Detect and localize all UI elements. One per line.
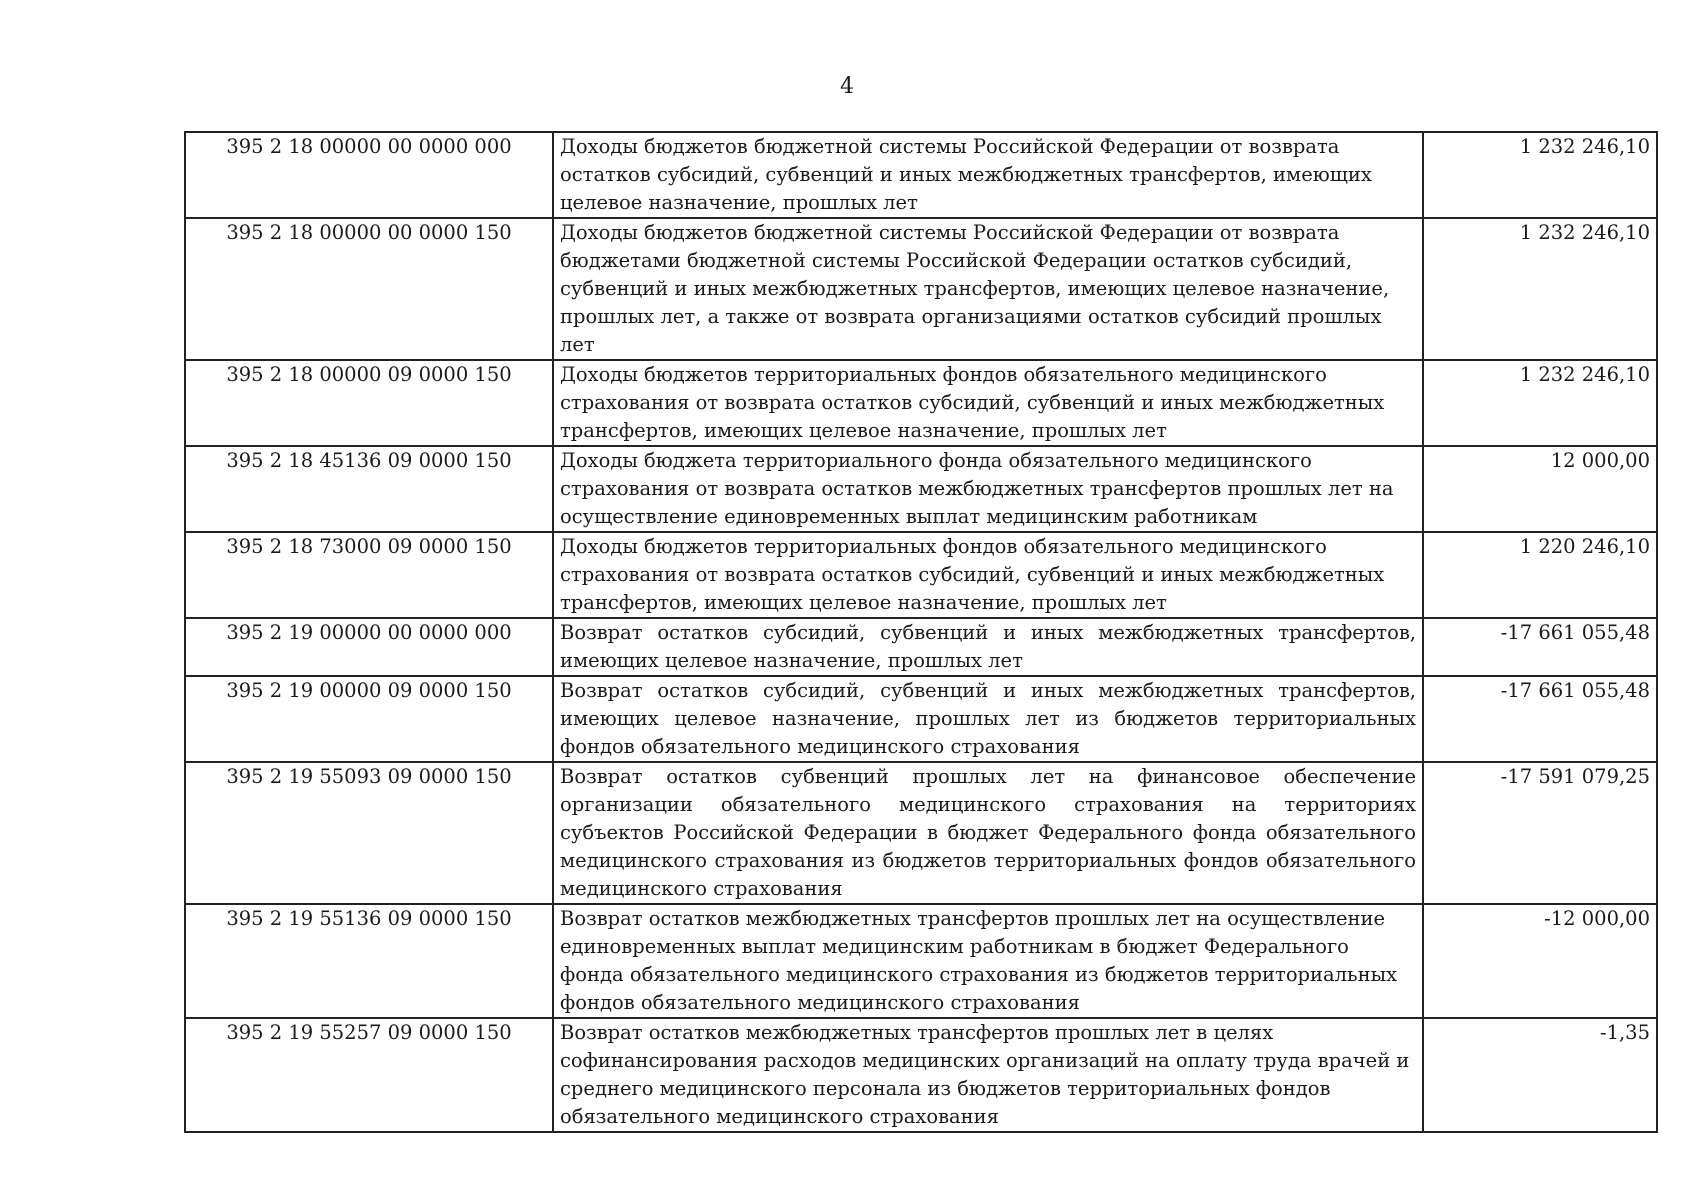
table-row <box>185 676 1657 762</box>
table-row <box>185 762 1657 904</box>
table-row <box>185 132 1657 218</box>
budget-description: Возврат остатков субсидий, субвенций и иных межбюджетных трансфертов, имеющих целевое назначение, прошлых лет из бюджетов территориальных фондов обязательного медицинского страхования <box>553 676 1423 762</box>
budget-code: 395 2 18 45136 09 0000 150 <box>185 446 553 532</box>
budget-amount: -17 661 055,48 <box>1423 618 1657 676</box>
budget-description: Доходы бюджетов территориальных фондов обязательного медицинского страхования от возврата остатков субсидий, субвенций и иных межбюджетных трансфертов, имеющих целевое назначение, прошлых лет <box>553 532 1423 618</box>
budget-description: Возврат остатков межбюджетных трансфертов прошлых лет в целях софинансирования расходов медицинских организаций на оплату труда врачей и среднего медицинского персонала из бюджетов территориальных фондов обязательного медицинского страхования <box>553 1018 1423 1132</box>
budget-code: 395 2 19 55257 09 0000 150 <box>185 1018 553 1132</box>
budget-code: 395 2 18 00000 00 0000 150 <box>185 218 553 360</box>
budget-code: 395 2 18 00000 00 0000 000 <box>185 132 553 218</box>
budget-description: Доходы бюджетов бюджетной системы Российской Федерации от возврата бюджетами бюджетной системы Российской Федерации остатков субсидий, субвенций и иных межбюджетных трансфертов, имеющих целевое назначение, прошлых лет, а также от возврата организациями остатков субсидий прошлых лет <box>553 218 1423 360</box>
budget-code: 395 2 19 00000 00 0000 000 <box>185 618 553 676</box>
budget-description: Доходы бюджетов территориальных фондов обязательного медицинского страхования от возврата остатков субсидий, субвенций и иных межбюджетных трансфертов, имеющих целевое назначение, прошлых лет <box>553 360 1423 446</box>
budget-code: 395 2 19 00000 09 0000 150 <box>185 676 553 762</box>
budget-description: Возврат остатков субвенций прошлых лет на финансовое обеспечение организации обязательного медицинского страхования на территориях субъектов Российской Федерации в бюджет Федерального фонда обязательного медицинского страхования из бюджетов территориальных фондов обязательного медицинского страхования <box>553 762 1423 904</box>
budget-description: Возврат остатков межбюджетных трансфертов прошлых лет на осуществление единовременных выплат медицинским работникам в бюджет Федерального фонда обязательного медицинского страхования из бюджетов территориальных фондов обязательного медицинского страхования <box>553 904 1423 1018</box>
budget-amount: 1 220 246,10 <box>1423 532 1657 618</box>
budget-amount: 12 000,00 <box>1423 446 1657 532</box>
budget-amount: -17 591 079,25 <box>1423 762 1657 904</box>
table-row <box>185 1018 1657 1132</box>
budget-code: 395 2 19 55093 09 0000 150 <box>185 762 553 904</box>
table-row <box>185 904 1657 1018</box>
budget-description: Возврат остатков субсидий, субвенций и иных межбюджетных трансфертов, имеющих целевое назначение, прошлых лет <box>553 618 1423 676</box>
budget-code: 395 2 19 55136 09 0000 150 <box>185 904 553 1018</box>
budget-description: Доходы бюджетов бюджетной системы Российской Федерации от возврата остатков субсидий, субвенций и иных межбюджетных трансфертов, имеющих целевое назначение, прошлых лет <box>553 132 1423 218</box>
budget-code: 395 2 18 73000 09 0000 150 <box>185 532 553 618</box>
budget-amount: 1 232 246,10 <box>1423 132 1657 218</box>
budget-amount: 1 232 246,10 <box>1423 218 1657 360</box>
budget-table <box>184 131 1658 1133</box>
table-row <box>185 360 1657 446</box>
budget-code: 395 2 18 00000 09 0000 150 <box>185 360 553 446</box>
budget-amount: -1,35 <box>1423 1018 1657 1132</box>
budget-amount: 1 232 246,10 <box>1423 360 1657 446</box>
table-row <box>185 532 1657 618</box>
budget-description: Доходы бюджета территориального фонда обязательного медицинского страхования от возврата остатков межбюджетных трансфертов прошлых лет на осуществление единовременных выплат медицинским работникам <box>553 446 1423 532</box>
table-row <box>185 618 1657 676</box>
page-number: 4 <box>840 74 854 99</box>
budget-amount: -12 000,00 <box>1423 904 1657 1018</box>
budget-amount: -17 661 055,48 <box>1423 676 1657 762</box>
table-row <box>185 446 1657 532</box>
table-row <box>185 218 1657 360</box>
